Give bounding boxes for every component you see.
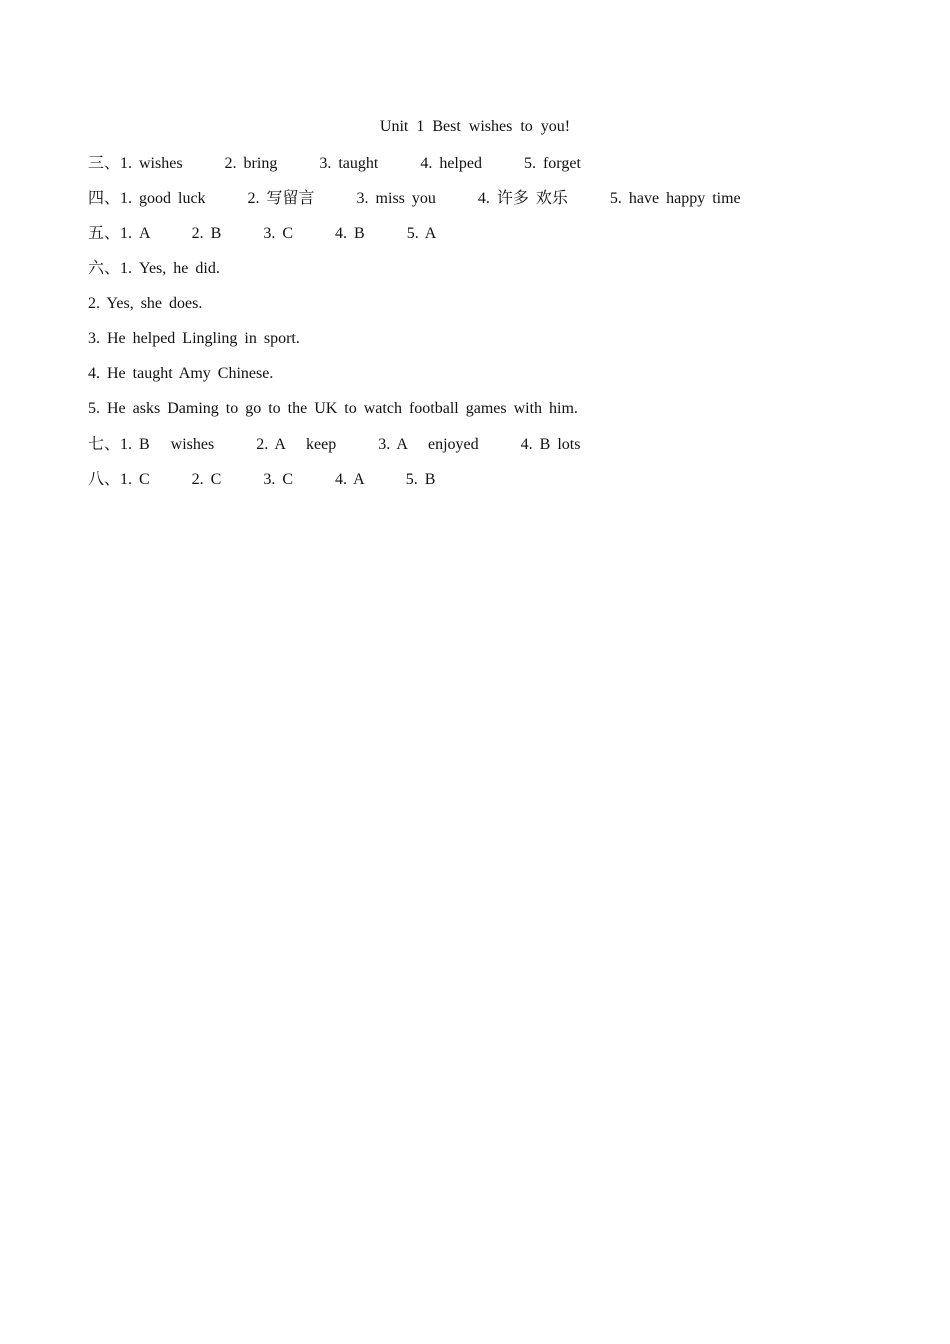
- answer-line-section-6-item-4: 4. He taught Amy Chinese.: [88, 365, 274, 382]
- answer-line-section-3: 三、1. wishes 2. bring 3. taught 4. helped 5. forget: [88, 155, 581, 172]
- answer-line-section-6-item-5: 5. He asks Daming to go to the UK to watch football games with him.: [88, 400, 578, 417]
- answer-line-section-8: 八、1. C 2. C 3. C 4. A 5. B: [88, 471, 436, 488]
- answer-line-section-4: 四、1. good luck 2. 写留言 3. miss you 4. 许多 欢乐 5. have happy time: [88, 190, 741, 207]
- page-title: Unit 1 Best wishes to you!: [379, 118, 571, 135]
- answer-line-section-7: 七、1. B wishes 2. A keep 3. A enjoyed 4. B lots: [88, 436, 581, 453]
- answer-line-section-6-item-2: 2. Yes, she does.: [88, 295, 203, 312]
- answer-line-section-5: 五、1. A 2. B 3. C 4. B 5. A: [88, 225, 437, 242]
- answer-line-section-6-item-1: 六、1. Yes, he did.: [88, 260, 220, 277]
- answer-line-section-6-item-3: 3. He helped Lingling in sport.: [88, 330, 300, 347]
